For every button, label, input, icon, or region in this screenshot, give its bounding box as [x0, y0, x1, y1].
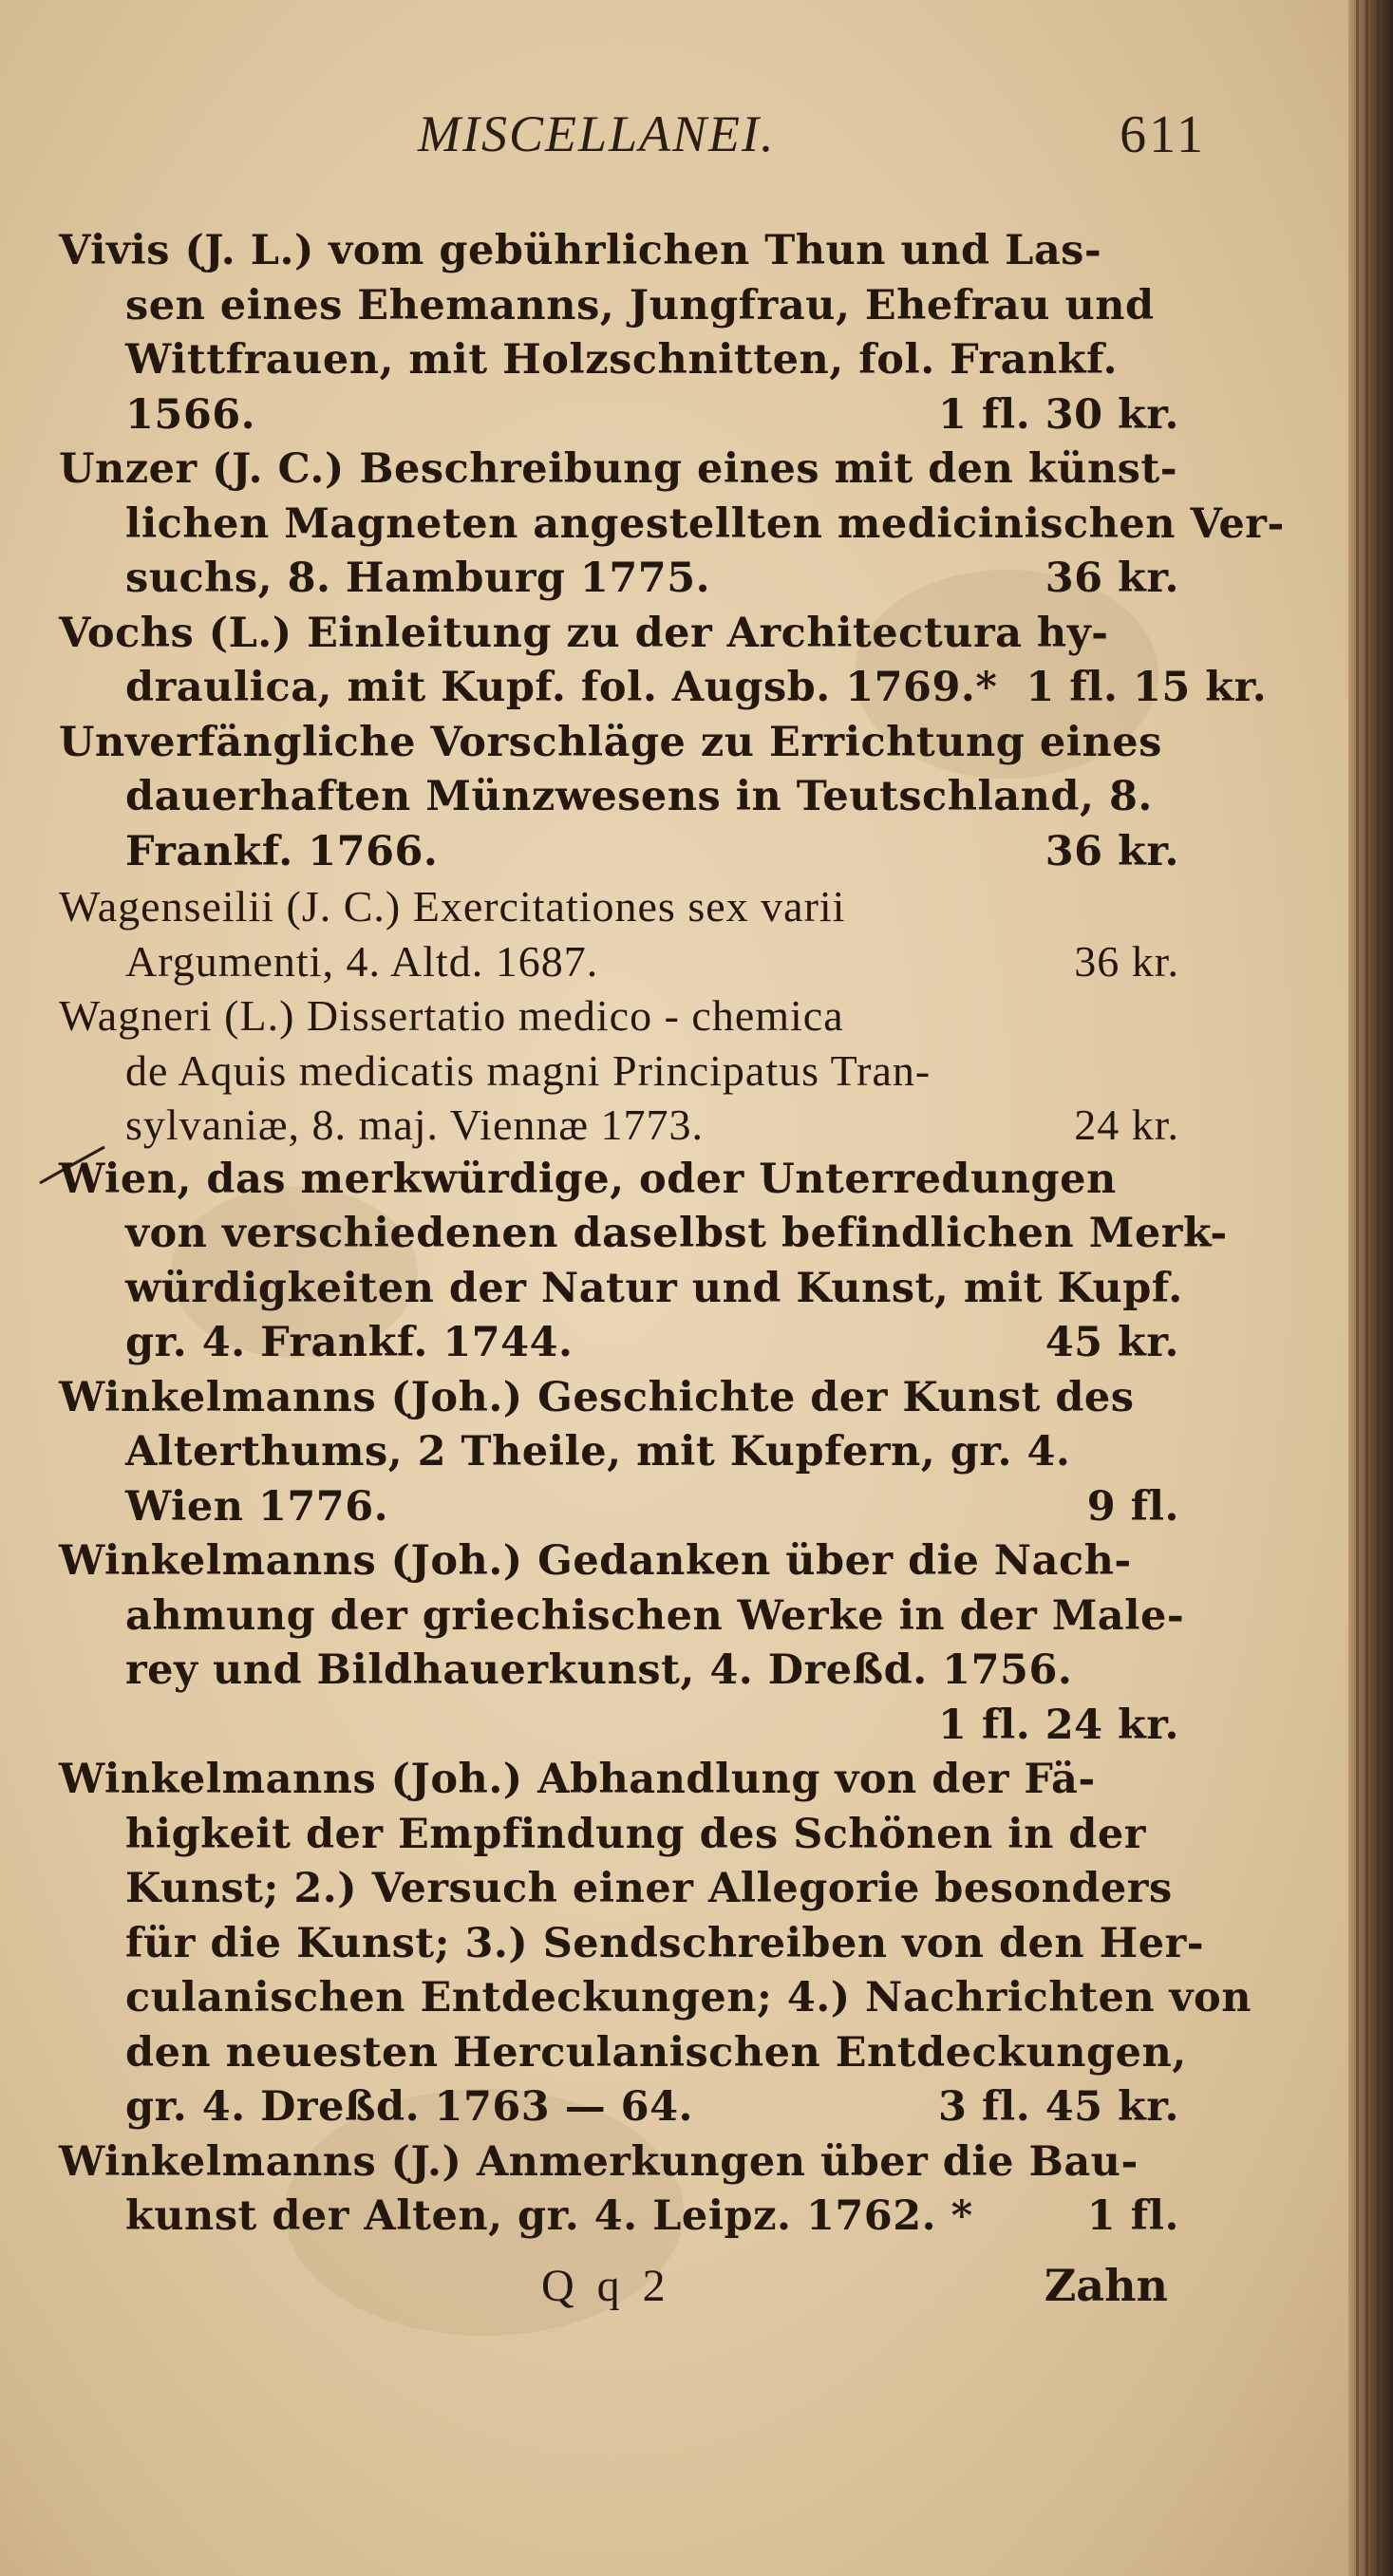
entry-text: higkeit der Empfindung des Schönen in der	[125, 1810, 1146, 1858]
entry-line	[59, 879, 1179, 934]
entry-line	[59, 934, 1179, 989]
entry-text: Alterthums, 2 Theile, mit Kupfern, gr. 4.	[125, 1428, 1071, 1476]
entry-line	[59, 1262, 1183, 1317]
entry-line	[59, 716, 1179, 771]
entry-line	[59, 1044, 1179, 1099]
entry-line	[59, 279, 1179, 334]
page-edge-line	[1365, 0, 1368, 2576]
entry-text: Winkelmanns (Joh.) Geschichte der Kunst des	[59, 1373, 1135, 1421]
entry-text: den neuesten Herculanischen Entdeckungen,	[125, 2028, 1187, 2077]
entry-text: von verschiedenen daselbst befindlichen Merk-	[125, 1210, 1228, 1257]
catalog-entry	[59, 224, 1179, 442]
entry-text: für die Kunst; 3.) Sendschreiben von den Her-	[125, 1919, 1205, 1967]
entry-text: Vivis (J. L.) vom gebührlichen Thun und Las-	[59, 227, 1102, 274]
entry-line	[59, 988, 1179, 1044]
entry-text: gr. 4. Dreßd. 1763 — 64.	[125, 2083, 693, 2131]
entry-text: Vochs (L.) Einleitung zu der Architectura hy-	[59, 609, 1109, 657]
entry-text: Frankf. 1766.	[125, 827, 439, 875]
entry-line	[59, 1153, 1179, 1208]
entry-text: Argumenti, 4. Altd. 1687.	[125, 936, 599, 986]
entry-line	[59, 1917, 1205, 1972]
entry-line	[59, 1589, 1185, 1645]
catalog-entry	[59, 2135, 1179, 2245]
entry-line	[59, 2190, 1179, 2245]
entry-text: Winkelmanns (Joh.) Gedanken über die Nach-	[59, 1537, 1132, 1585]
entry-line	[59, 498, 1285, 553]
entry-price: 36 kr.	[1045, 827, 1179, 875]
entry-text: würdigkeiten der Natur und Kunst, mit Kupf.	[125, 1264, 1183, 1312]
entry-price: 1 fl.	[1086, 2192, 1179, 2240]
entry-line	[59, 2080, 1179, 2135]
entry-line	[59, 1371, 1179, 1426]
entry-text: Unverfängliche Vorschläge zu Errichtung eines	[59, 718, 1162, 766]
catalog-entry	[59, 988, 1179, 1153]
signature-mark: Q q 2	[541, 2261, 671, 2311]
entry-text: lichen Magneten angestellten medicinischen Ver-	[125, 499, 1285, 548]
entry-line	[59, 1425, 1179, 1480]
entry-text: Unzer (J. C.) Beschreibung eines mit den künst-	[59, 445, 1178, 493]
entry-price: 3 fl. 45 kr.	[938, 2083, 1179, 2131]
entry-text: gr. 4. Frankf. 1744.	[125, 1319, 574, 1366]
entry-text: Kunst; 2.) Versuch einer Allegorie besonders	[125, 1865, 1173, 1912]
page-edge-line	[1377, 0, 1380, 2576]
entry-line	[59, 333, 1179, 388]
entry-price: 36 kr.	[1045, 555, 1179, 602]
entry-text: culanischen Entdeckungen; 4.) Nachrichten von	[125, 1974, 1252, 2021]
entry-line	[59, 825, 1179, 880]
entry-line	[59, 2026, 1187, 2081]
entry-line	[59, 1207, 1228, 1262]
catalog-entry	[59, 879, 1179, 988]
entry-text: ahmung der griechischen Werke in der Male-	[125, 1591, 1185, 1640]
entry-line	[59, 1971, 1252, 2026]
entry-text: Winkelmanns (J.) Anmerkungen über die Bau-	[59, 2137, 1139, 2186]
entry-price: 1 fl. 30 kr.	[938, 390, 1179, 439]
catalog-entry	[59, 1153, 1228, 1371]
page-stack-edge	[1348, 0, 1393, 2576]
entry-text: Wien, das merkwürdige, oder Unterredungen	[59, 1155, 1117, 1203]
entry-line	[59, 1753, 1179, 1808]
entry-text: 1566.	[125, 390, 256, 439]
entry-text: sen eines Ehemanns, Jungfrau, Ehefrau und	[125, 281, 1155, 329]
entry-price: 9 fl.	[1086, 1482, 1179, 1531]
entry-text: Wagenseilii (J. C.) Exercitationes sex varii	[59, 882, 846, 931]
catalog-entry	[59, 442, 1285, 607]
entry-text: Wagneri (L.) Dissertatio medico - chemica	[59, 991, 844, 1040]
entry-price: 45 kr.	[1045, 1319, 1179, 1366]
entry-text: draulica, mit Kupf. fol. Augsb. 1769.*	[125, 664, 998, 711]
entry-price: 24 kr.	[1074, 1100, 1179, 1149]
entry-price: 1 fl. 15 kr.	[1026, 664, 1268, 711]
entry-text: dauerhaften Münzwesens in Teutschland, 8.	[125, 773, 1153, 820]
catalog-entry	[59, 1753, 1252, 2135]
catalog-entries	[59, 224, 1285, 2245]
entry-line	[59, 1644, 1179, 1699]
entry-line	[59, 1808, 1179, 1863]
entry-text: kunst der Alten, gr. 4. Leipz. 1762. *	[125, 2192, 973, 2240]
page-footer	[541, 2260, 1168, 2326]
entry-line	[59, 442, 1179, 498]
entry-line	[59, 1699, 1179, 1754]
catchword: Zahn	[1044, 2260, 1168, 2311]
entry-line	[59, 1862, 1179, 1917]
entry-price: 36 kr.	[1074, 936, 1179, 986]
catalog-entry	[59, 1534, 1185, 1753]
entry-text: Wien 1776.	[125, 1482, 389, 1531]
entry-line	[59, 607, 1179, 662]
catalog-entry	[59, 716, 1179, 880]
entry-line	[59, 552, 1179, 607]
entry-line	[59, 1534, 1179, 1589]
page-edge-line	[1356, 0, 1359, 2576]
entry-line	[59, 1316, 1179, 1371]
entry-text: de Aquis medicatis magni Principatus Tran-	[125, 1045, 932, 1095]
entry-line	[59, 770, 1179, 825]
entry-line	[59, 224, 1179, 279]
entry-price: 1 fl. 24 kr.	[938, 1701, 1179, 1749]
catalog-entry	[59, 607, 1268, 716]
entry-line	[59, 388, 1179, 443]
entry-text: sylvaniæ, 8. maj. Viennæ 1773.	[125, 1100, 705, 1149]
entry-line	[59, 661, 1268, 716]
entry-text: rey und Bildhauerkunst, 4. Dreßd. 1756.	[125, 1646, 1073, 1694]
catalog-entry	[59, 1371, 1179, 1535]
entry-text: Winkelmanns (Joh.) Abhandlung von der Fä-	[59, 1756, 1096, 1803]
page-header	[418, 104, 1206, 180]
page-number: 611	[1120, 105, 1206, 164]
entry-line	[59, 1480, 1179, 1535]
entry-text: suchs, 8. Hamburg 1775.	[125, 555, 711, 602]
entry-line	[59, 2135, 1179, 2191]
entry-text: Wittfrauen, mit Holzschnitten, fol. Frankf.	[125, 336, 1118, 384]
running-title: MISCELLANEI.	[418, 105, 776, 162]
entry-line	[59, 1098, 1179, 1153]
